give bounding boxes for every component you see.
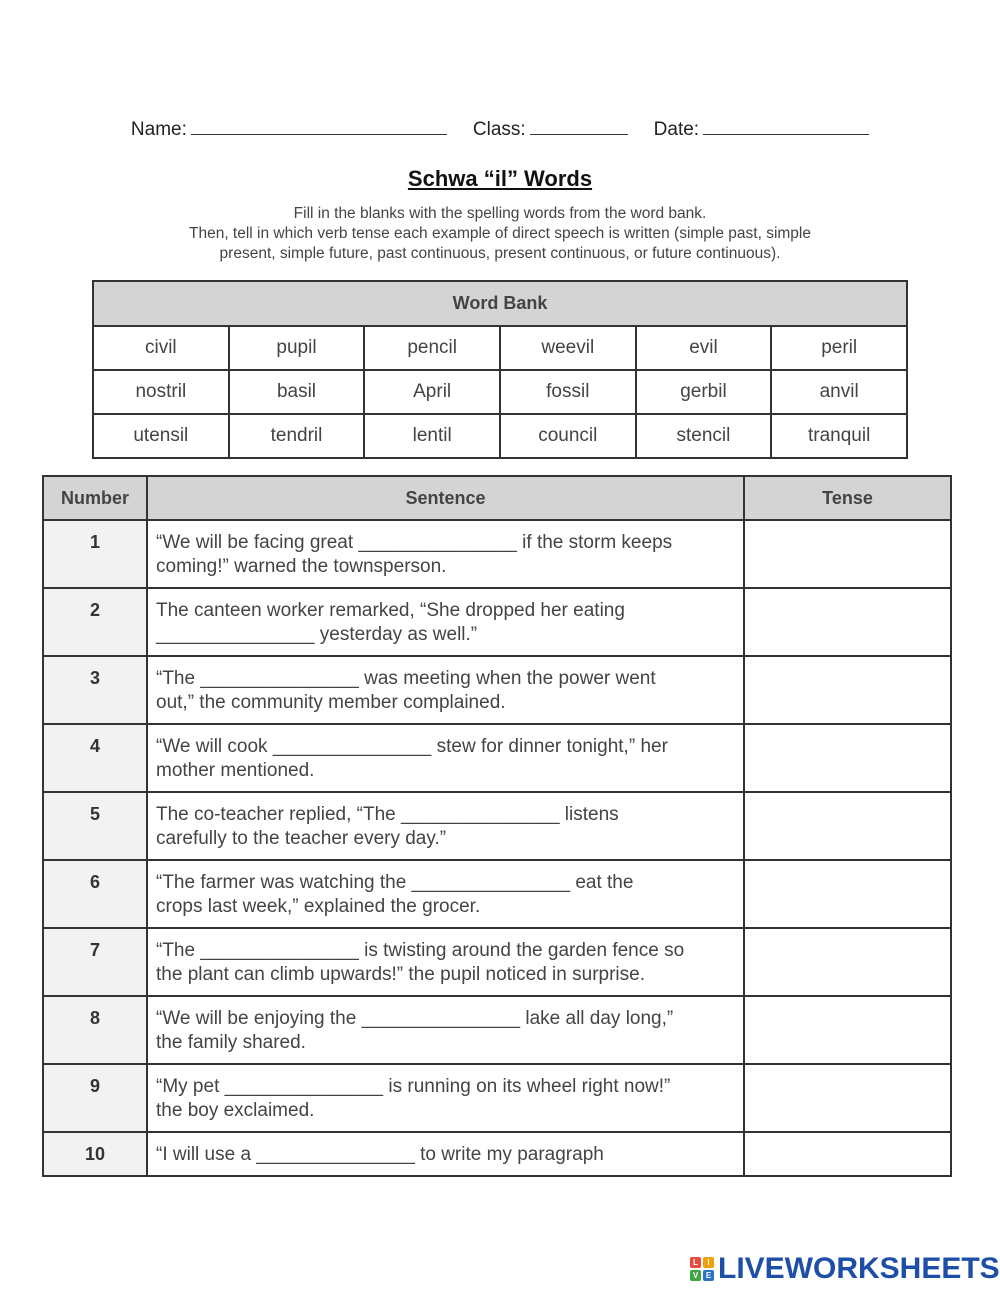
word-bank-row <box>93 326 907 370</box>
sentence-cell[interactable] <box>147 520 744 588</box>
word-bank-word: council <box>500 414 636 458</box>
sentence-cell[interactable] <box>147 996 744 1064</box>
sentence-table <box>42 475 952 1177</box>
tense-answer-cell[interactable] <box>744 1064 951 1132</box>
tense-answer-cell[interactable] <box>744 588 951 656</box>
worksheet-title: Schwa “il” Words <box>407 166 593 191</box>
row-number: 1 <box>43 520 147 588</box>
liveworksheets-logo[interactable] <box>690 1252 1000 1286</box>
date-field <box>654 116 869 141</box>
tense-answer-cell[interactable] <box>744 860 951 928</box>
sentence-line: out,” the community member complained. <box>156 692 506 713</box>
row-number: 6 <box>43 860 147 928</box>
table-row <box>43 724 951 792</box>
table-row <box>43 928 951 996</box>
table-row <box>43 792 951 860</box>
logo-letter: V <box>690 1270 701 1281</box>
logo-letter: E <box>703 1270 714 1281</box>
logo-letter: L <box>690 1257 701 1268</box>
word-bank-word: civil <box>93 326 229 370</box>
table-row <box>43 860 951 928</box>
row-number: 2 <box>43 588 147 656</box>
word-bank-word: basil <box>229 370 365 414</box>
sentence-line: coming!” warned the townsperson. <box>156 556 447 577</box>
name-label: Name: <box>130 119 187 140</box>
word-bank-word: fossil <box>500 370 636 414</box>
sentence-line: “We will be facing great _______________ if the storm keeps <box>156 532 673 553</box>
table-row <box>43 588 951 656</box>
tense-answer-cell[interactable] <box>744 520 951 588</box>
number-column-header: Number <box>43 476 147 520</box>
word-bank-word: pupil <box>229 326 365 370</box>
sentence-cell[interactable] <box>147 792 744 860</box>
tense-answer-cell[interactable] <box>744 928 951 996</box>
class-field <box>473 116 628 141</box>
word-bank-word: utensil <box>93 414 229 458</box>
sentence-line: “The _______________ was meeting when the power went <box>156 668 656 689</box>
instruction-line: Then, tell in which verb tense each example of direct speech is written (simple past, simple <box>188 225 811 242</box>
instructions <box>110 204 890 264</box>
date-label: Date: <box>653 119 700 140</box>
sentence-line: The canteen worker remarked, “She dropped her eating <box>156 600 625 621</box>
tense-answer-cell[interactable] <box>744 656 951 724</box>
tense-answer-cell[interactable] <box>744 724 951 792</box>
logo-letter: I <box>703 1257 714 1268</box>
table-row <box>43 1064 951 1132</box>
logo-wordmark: LIVEWORKSHEETS <box>718 1252 1000 1285</box>
sentence-line: The co-teacher replied, “The _______________ listens <box>156 804 619 825</box>
word-bank-row <box>93 414 907 458</box>
row-number: 4 <box>43 724 147 792</box>
sentence-column-header: Sentence <box>147 476 744 520</box>
word-bank-word: tendril <box>229 414 365 458</box>
sentence-line: “I will use a _______________ to write my paragraph <box>156 1144 604 1165</box>
row-number: 3 <box>43 656 147 724</box>
word-bank-word: gerbil <box>636 370 772 414</box>
word-bank-word: nostril <box>93 370 229 414</box>
logo-mark-icon <box>690 1257 714 1281</box>
sentence-cell[interactable] <box>147 588 744 656</box>
class-label: Class: <box>472 119 526 140</box>
sentence-line: “We will cook _______________ stew for dinner tonight,” her <box>156 736 668 757</box>
word-bank-word: peril <box>771 326 907 370</box>
sentence-cell[interactable] <box>147 860 744 928</box>
sentence-line: crops last week,” explained the grocer. <box>156 896 481 917</box>
sentence-line: the boy exclaimed. <box>156 1100 315 1121</box>
student-info-line <box>0 116 1000 141</box>
date-input[interactable] <box>703 116 869 135</box>
sentence-line: _______________ yesterday as well.” <box>156 624 478 645</box>
word-bank-word: stencil <box>636 414 772 458</box>
word-bank-word: April <box>364 370 500 414</box>
sentence-line: the family shared. <box>156 1032 306 1053</box>
tense-answer-cell[interactable] <box>744 792 951 860</box>
sentence-line: “The _______________ is twisting around the garden fence so <box>156 940 685 961</box>
instruction-line: present, simple future, past continuous, present continuous, or future continuous). <box>219 245 781 262</box>
row-number: 5 <box>43 792 147 860</box>
sentence-cell[interactable] <box>147 928 744 996</box>
sentence-line: the plant can climb upwards!” the pupil noticed in surprise. <box>156 964 645 985</box>
sentence-line: “My pet _______________ is running on its wheel right now!” <box>156 1076 671 1097</box>
sentence-line: “We will be enjoying the _______________ lake all day long,” <box>156 1008 674 1029</box>
name-input[interactable] <box>191 116 447 135</box>
word-bank-word: lentil <box>364 414 500 458</box>
sentence-cell[interactable] <box>147 1064 744 1132</box>
sentence-line: carefully to the teacher every day.” <box>156 828 447 849</box>
word-bank-word: pencil <box>364 326 500 370</box>
word-bank-row <box>93 370 907 414</box>
sentence-line: mother mentioned. <box>156 760 315 781</box>
word-bank-word: tranquil <box>771 414 907 458</box>
table-row <box>43 520 951 588</box>
table-row <box>43 996 951 1064</box>
word-bank-table <box>92 280 908 459</box>
class-input[interactable] <box>530 116 628 135</box>
row-number: 7 <box>43 928 147 996</box>
sentence-cell[interactable] <box>147 1132 744 1176</box>
word-bank-word: anvil <box>771 370 907 414</box>
tense-column-header: Tense <box>744 476 951 520</box>
row-number: 10 <box>43 1132 147 1176</box>
tense-answer-cell[interactable] <box>744 996 951 1064</box>
name-field <box>131 116 447 141</box>
word-bank-word: weevil <box>500 326 636 370</box>
row-number: 8 <box>43 996 147 1064</box>
instruction-line: Fill in the blanks with the spelling words from the word bank. <box>293 205 707 222</box>
row-number: 9 <box>43 1064 147 1132</box>
word-bank-heading: Word Bank <box>93 281 907 326</box>
sentence-cell[interactable] <box>147 656 744 724</box>
table-row <box>43 1132 951 1176</box>
table-row <box>43 656 951 724</box>
sentence-line: “The farmer was watching the _______________ eat the <box>156 872 634 893</box>
sentence-cell[interactable] <box>147 724 744 792</box>
tense-answer-cell[interactable] <box>744 1132 951 1176</box>
word-bank-word: evil <box>636 326 772 370</box>
